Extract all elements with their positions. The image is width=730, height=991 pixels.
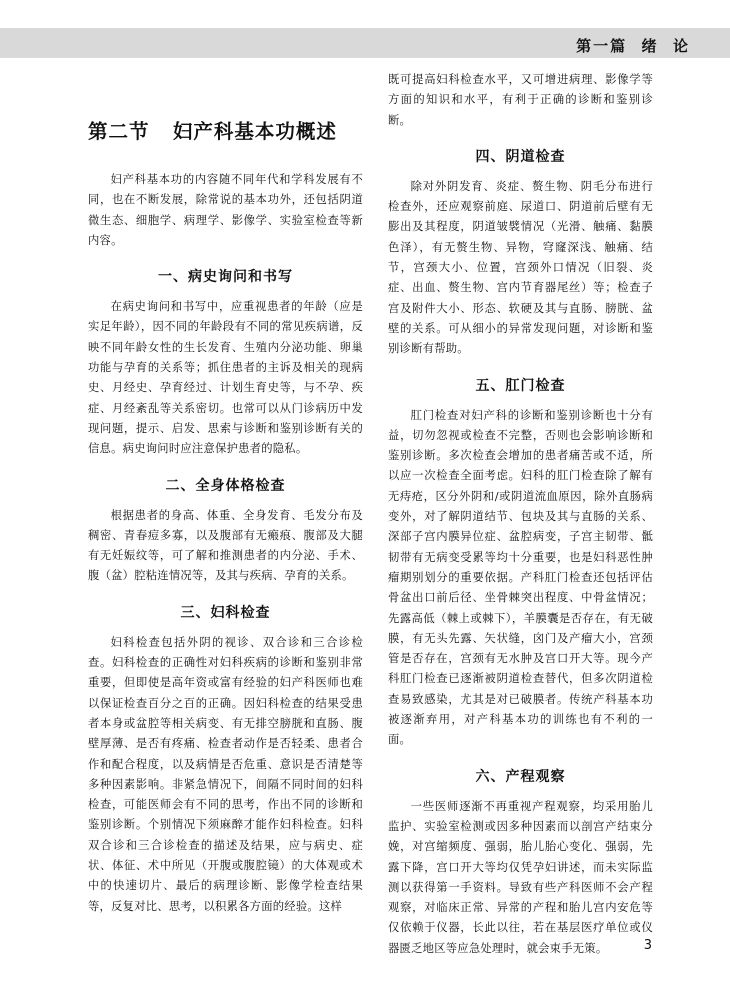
continuation-paragraph: 既可提高妇科检查水平，又可增进病理、影像学等方面的知识和水平，有利于正确的诊断和鉴别诊断。 <box>388 73 653 127</box>
section-title: 第二节 妇产科基本功概述 <box>88 120 337 143</box>
subsection-body-history: 在病史询问和书写中，应重视患者的年龄（应是实足年龄），因不同的年龄段有不同的常见疾病谱，反映不同年龄女性的生长发育、生殖内分泌功能、卵巢功能与孕育的关系等；抓住患者的主诉及相关的现病史、月经史、孕育经过、计划生育史等，与不孕、疾症、月经紊乱等关系密切。也常可以从门诊病历中发现问题，提示、启发、思索与诊断和鉴别诊断有关的信息。病史询问时应注意保护患者的隐私。 <box>88 300 363 456</box>
page-number: 3 <box>643 938 652 953</box>
right-column <box>388 70 653 959</box>
subsection-heading-physical-exam: 二、全身体格检查 <box>165 477 286 494</box>
subsection-body-vaginal-exam: 除对外阴发育、炎症、赘生物、阴毛分布进行检查外，还应观察前庭、尿道口、阴道前后壁有无膨出及其程度，阴道皱襞情况（光滑、触痛、黏膜色泽），有无赘生物、异物，穹窿深浅、触痛、结节，宫颈大小、位置，宫颈外口情况（旧裂、炎症、出血、赘生物、宫内节育器尾丝）等；检查子宫及附件大小、形态、软硬及其与直肠、膀胱、盆壁的关系。可从细小的异常发现问题，对诊断和鉴别诊断有帮助。 <box>388 179 653 356</box>
subsection-body-physical-exam: 根据患者的身高、体重、全身发育、毛发分布及稠密、青春痘多寡，以及腹部有无瘢痕、腹部及大腿有无妊娠纹等，可了解和推测患者的内分泌、手术、腹（盆）腔粘连情况等，及其与疾病、孕育的关系。 <box>88 508 363 583</box>
subsection-body-gyn-exam: 妇科检查包括外阴的视诊、双合诊和三合诊检查。妇科检查的正确性对妇科疾病的诊断和鉴别非常重要，但即使是高年资或富有经验的妇产科医师也难以保证检查百分之百的正确。因妇科检查的结果受患者本身或盆腔等相关病变、有无排空膀胱和直肠、腹壁厚薄、是否有疼痛、检查者动作是否轻柔、患者合作和配合程度，以及病情是否危重、意识是否清楚等多种因素影响。非紧急情况下，间隔不同时间的妇科检查，可能医师会有不同的思考，作出不同的诊断和鉴别诊断。个别情况下须麻醉才能作妇科检查。妇科双合诊和三合诊检查的描述及结果，应与病史、症状、体征、术中所见（开腹或腹腔镜）的大体观或术中的快速切片、最后的病理诊断、影像学检查结果等，反复对比、思考，以积累各方面的经验。这样 <box>88 635 363 913</box>
subsection-heading-labor-observation: 六、产程观察 <box>475 768 566 785</box>
subsection-body-rectal-exam: 肛门检查对妇产科的诊断和鉴别诊断也十分有益，切勿忽视或检查不完整，否则也会影响诊断和鉴别诊断。多次检查会增加的患者痛苦或不适，所以应一次检查全面考虑。妇科的肛门检查除了解有无痔疮，区分外阴和/或阴道流血原因，除外直肠病变外，对了解阴道结节、包块及其与直肠的关系、深部子宫内膜异位症、盆腔病变，子宫主韧带、骶韧带有无病变受累等均十分重要，也是妇科恶性肿瘤期别划分的重要依据。产科肛门检查还包括评估骨盆出口前后径、坐骨棘突出程度、中骨盆情况；先露高低（棘上或棘下），羊膜囊是否存在，有无破膜，有无头先露、矢状缝，囟门及产瘤大小，宫颈管是否存在，宫颈有无水肿及宫口开大等。现今产科肛门检查已逐渐被阴道检查替代，但多次阴道检查易致感染，尤其是对已破膜者。传统产科基本功被逐渐弃用，对产科基本功的训练也有不利的一面。 <box>388 408 653 747</box>
subsection-heading-gyn-exam: 三、妇科检查 <box>180 604 271 621</box>
subsection-body-labor-observation: 一些医师逐渐不再重视产程观察，均采用胎儿监护、实验室检测或因多种因素而以剖宫产结束分娩，对宫缩频度、强弱，胎儿胎心变化、强弱，先露下降，宫口开大等均仅凭孕妇讲述，而未实际监测以获得第一手资料。导致有些产科医师不会产程观察，对临床正常、异常的产程和胎儿宫内安危等仅依赖于仪器，长此以往，若在基层医疗单位或仪器匮乏地区等应急处理时，就会束手无策。 <box>388 799 653 955</box>
subsection-heading-rectal-exam: 五、肛门检查 <box>475 377 566 394</box>
running-header: 第一篇 绪 论 <box>576 37 690 55</box>
subsection-heading-vaginal-exam: 四、阴道检查 <box>475 148 566 165</box>
subsection-heading-history: 一、病史询问和书写 <box>158 269 293 286</box>
intro-paragraph: 妇产科基本功的内容随不同年代和学科发展有不同，也在不断发展，除常说的基本功外，还包括阴道微生态、细胞学、病理学、影像学、实验室检查等新内容。 <box>88 173 363 247</box>
left-column <box>88 70 363 917</box>
